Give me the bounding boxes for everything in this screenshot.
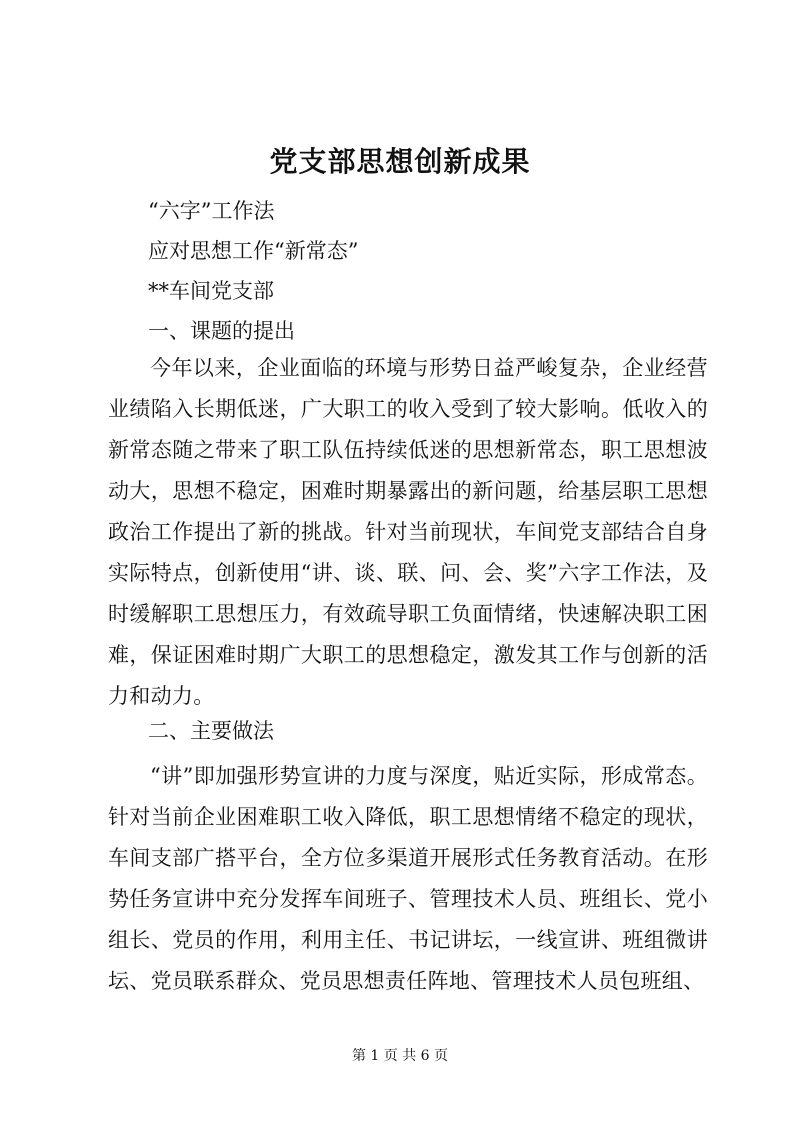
section-heading-1: 一、课题的提出: [148, 319, 295, 343]
subtitle-method: “六字”工作法: [148, 199, 275, 223]
subtitle-new-normal: 应对思想工作“新常态”: [148, 239, 359, 263]
document-title: 党支部思想创新成果: [269, 145, 531, 178]
unit-name: **车间党支部: [148, 279, 274, 303]
section-heading-2: 二、主要做法: [148, 719, 274, 743]
page-footer: 第 1 页 共 6 页: [351, 1048, 449, 1064]
section-body-2: “讲”即加强形势宣讲的力度与深度，贴近实际，形成常态。针对当前企业困难职工收入降低，职工思想情绪不稳定的现状，车间支部广搭平台，全方位多渠道开展形式任务教育活动。在形势任务宣讲中充分发挥车间班子、管理技术人员、班组长、党小组长、党员的作用，利用主任、书记讲坛，一线宣讲、班组微讲坛、党员联系群众、党员思想责任阵地、管理技术人员包班组、: [108, 764, 708, 993]
section-body-1: 今年以来，企业面临的环境与形势日益严峻复杂，企业经营业绩陷入长期低迷，广大职工的收入受到了较大影响。低收入的新常态随之带来了职工队伍持续低迷的思想新常态，职工思想波动大，思想不稳定，困难时期暴露出的新问题，给基层职工思想政治工作提出了新的挑战。针对当前现状，车间党支部结合自身实际特点，创新使用“讲、谈、联、问、会、奖”六字工作法，及时缓解职工思想压力，有效疏导职工负面情绪，快速解决职工困难，保证困难时期广大职工的思想稳定，激发其工作与创新的活力和动力。: [108, 356, 708, 708]
